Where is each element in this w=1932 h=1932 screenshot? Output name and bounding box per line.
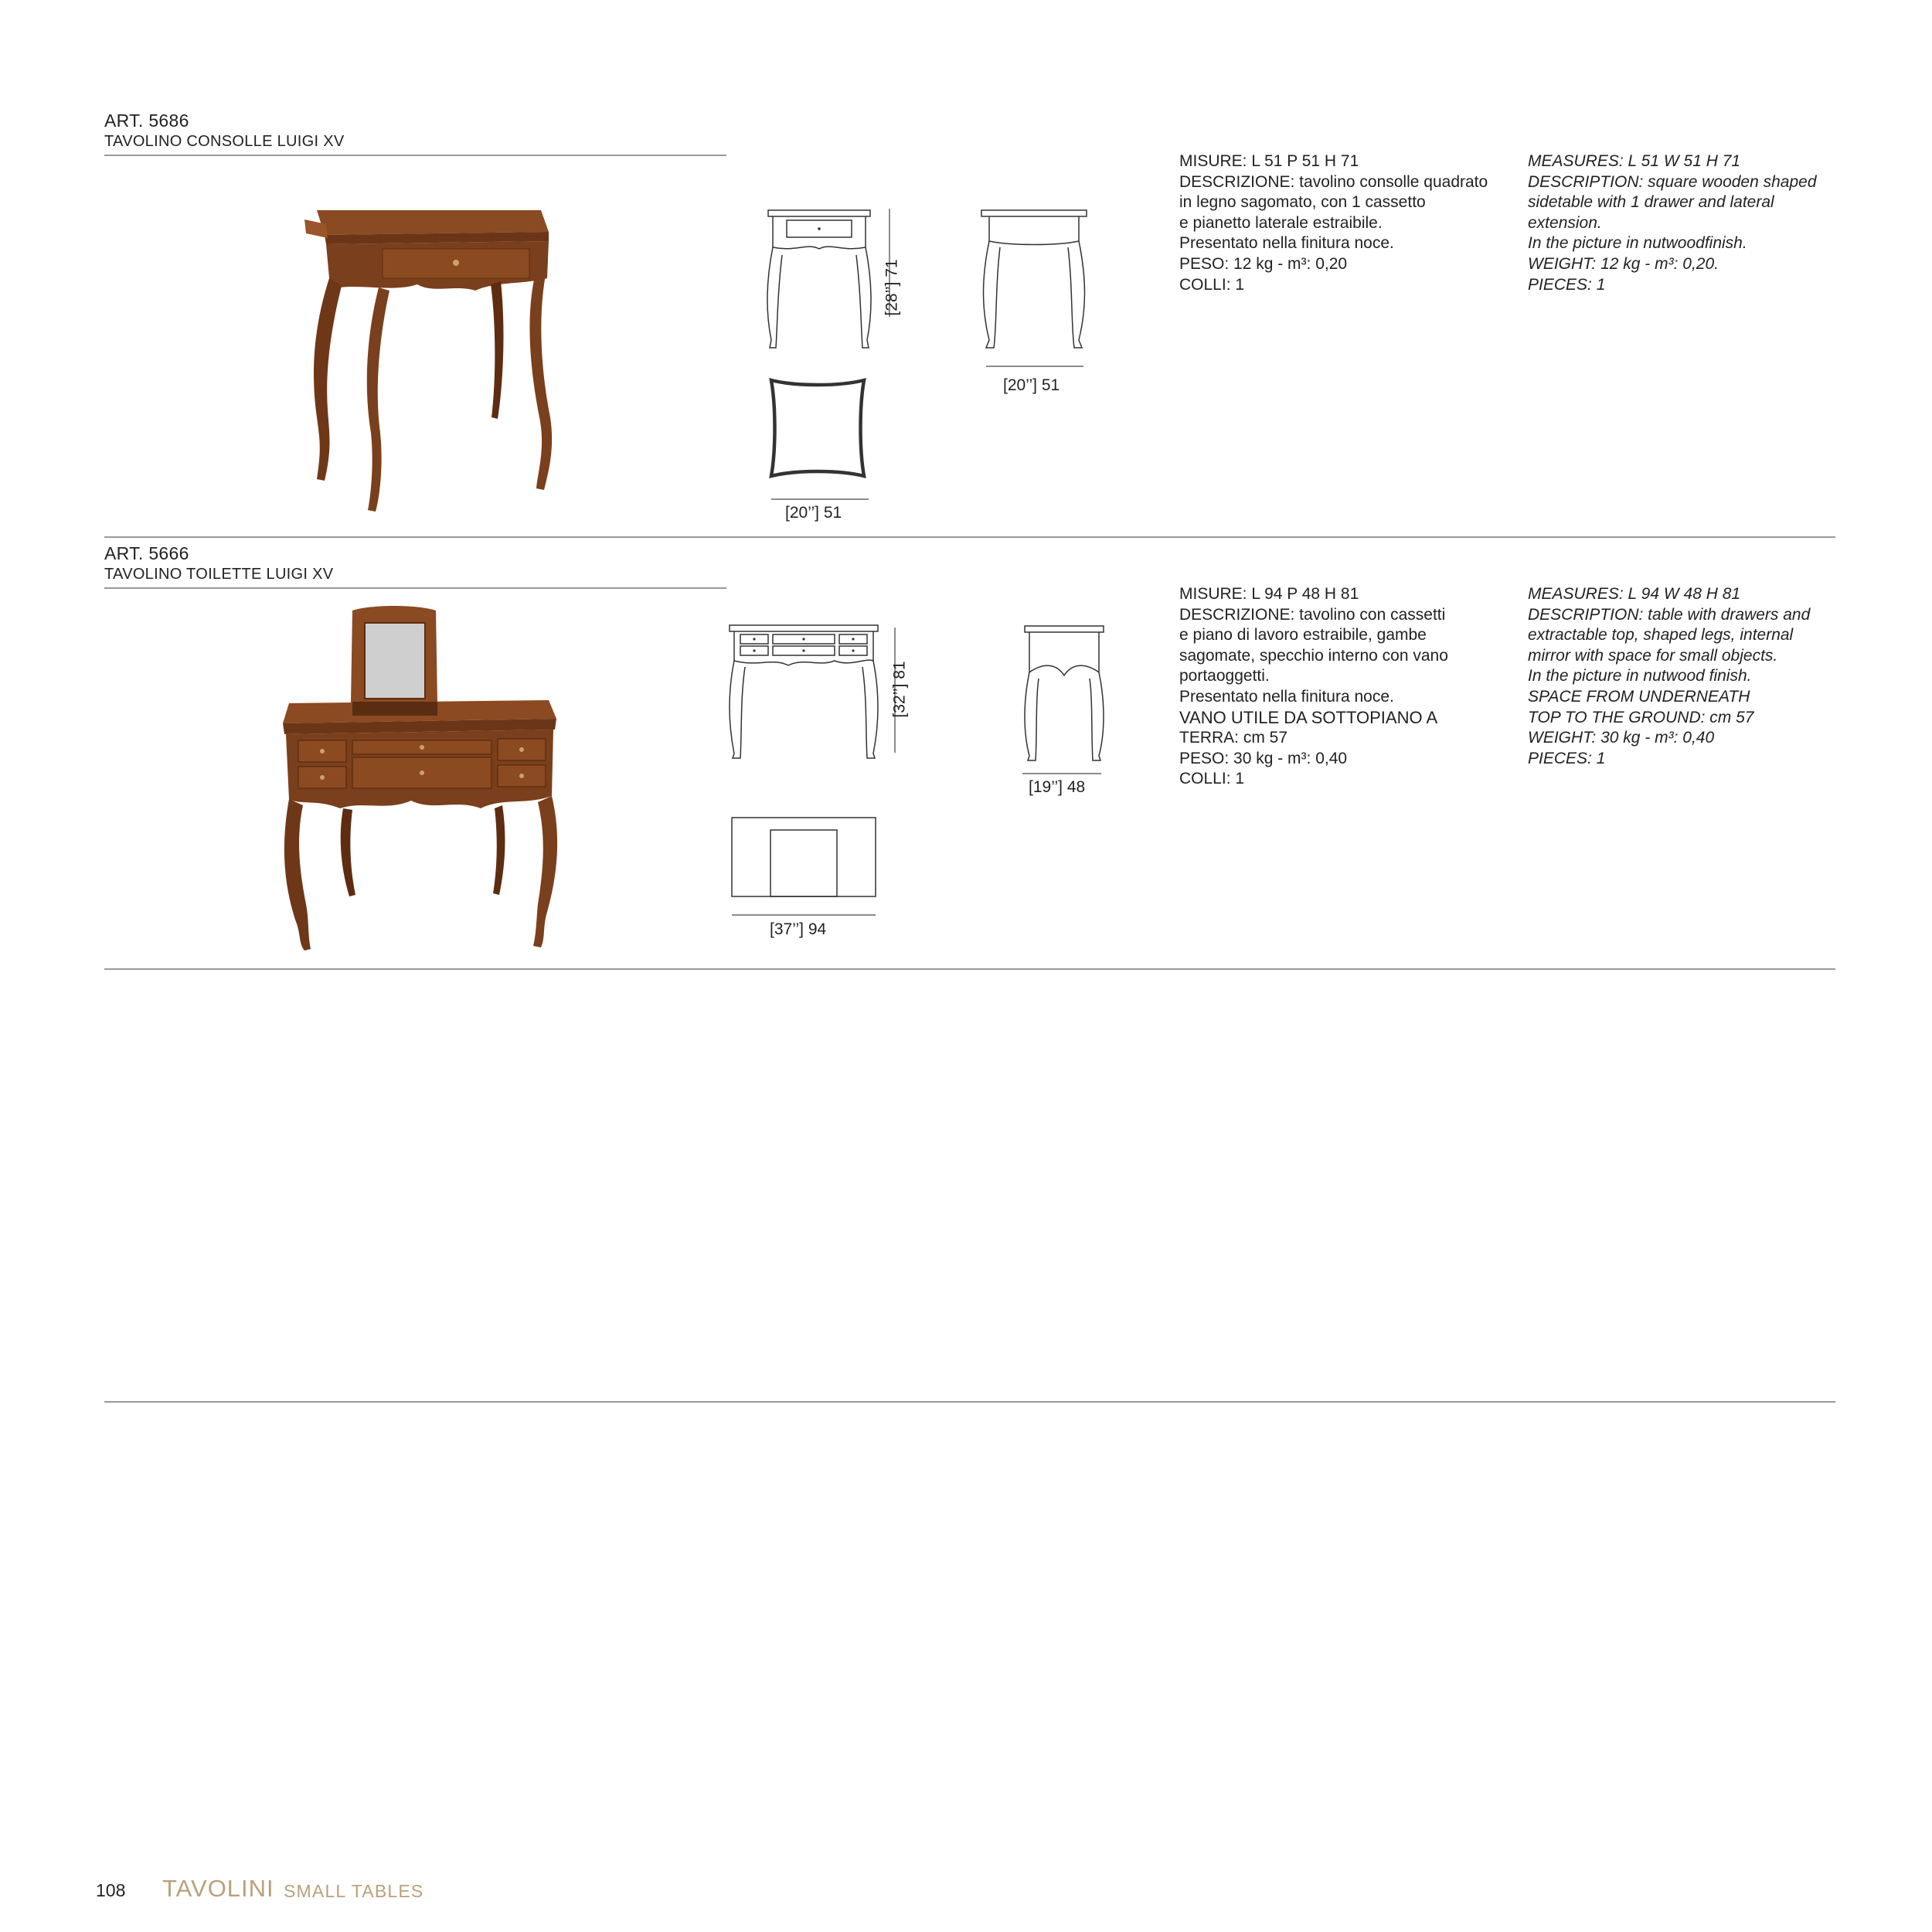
product-1-description-it (1179, 151, 1488, 295)
product-2-title-rule (104, 587, 726, 589)
product-1-front-drawing (765, 209, 873, 355)
product-2-en-line: mirror with space for small objects. (1528, 646, 1778, 665)
product-1-en-line: MEASURES: L 51 W 51 H 71 (1528, 152, 1741, 170)
product-1-top-drawing (765, 376, 870, 481)
product-2-en-line: MEASURES: L 94 W 48 H 81 (1528, 585, 1741, 603)
product-2-it-line: TERRA: cm 57 (1179, 729, 1288, 747)
product-1-height-label: [28’’] 71 (883, 259, 901, 316)
product-2-it-line: sagomate, specchio interno con vano (1179, 646, 1448, 665)
product-1-en-line: WEIGHT: 12 kg - m³: 0,20. (1528, 254, 1719, 273)
product-2-name: TAVOLINO TOILETTE LUIGI XV (104, 566, 334, 583)
product-1-description-en (1528, 151, 1817, 295)
product-1-it-line: PESO: 12 kg - m³: 0,20 (1179, 254, 1348, 273)
product-2-it-line: Presentato nella finitura noce. (1179, 687, 1394, 706)
product-2-it-line: PESO: 30 kg - m³: 0,40 (1179, 749, 1348, 767)
product-2-it-line: DESCRIZIONE: tavolino con cassetti (1179, 605, 1446, 624)
product-2-en-line: SPACE FROM UNDERNEATH (1528, 687, 1750, 706)
product-1-it-line: MISURE: L 51 P 51 H 71 (1179, 152, 1359, 170)
product-1-it-line: DESCRIZIONE: tavolino consolle quadrato (1179, 172, 1488, 191)
product-2-it-line: MISURE: L 94 P 48 H 81 (1179, 585, 1359, 603)
product-2-front-drawing (726, 622, 881, 761)
product-1-art-number: ART. 5686 (104, 111, 189, 131)
product-1-side-dim-line (986, 366, 1083, 367)
footer-category: TAVOLINI (162, 1875, 274, 1902)
product-1-photo (294, 201, 556, 518)
section-divider-3 (104, 1401, 1835, 1403)
product-1-it-line: Presentato nella finitura noce. (1179, 234, 1394, 253)
product-2-it-line: e piano di lavoro estraibile, gambe (1179, 626, 1427, 645)
product-1-en-line: extension. (1528, 213, 1602, 232)
product-2-top-dim-line (732, 914, 876, 916)
product-1-en-line: In the picture in nutwoodfinish. (1528, 234, 1747, 253)
product-1-side-drawing (980, 209, 1088, 355)
product-2-top-drawing (730, 816, 877, 900)
product-1-it-line: in legno sagomato, con 1 cassetto (1179, 193, 1426, 212)
product-1-name: TAVOLINO CONSOLLE LUIGI XV (104, 133, 345, 150)
product-2-en-line: DESCRIPTION: table with drawers and (1528, 605, 1811, 624)
product-1-top-dim-line (771, 498, 869, 500)
page-number: 108 (96, 1880, 126, 1900)
product-2-photo (278, 603, 564, 958)
product-2-en-line: extractable top, shaped legs, internal (1528, 626, 1794, 645)
product-2-en-line: WEIGHT: 30 kg - m³: 0,40 (1528, 729, 1715, 747)
product-2-en-line: In the picture in nutwood finish. (1528, 667, 1752, 685)
product-2-art-number: ART. 5666 (104, 543, 189, 563)
product-1-top-width-label: [20’’] 51 (785, 504, 842, 522)
product-2-en-line: TOP TO THE GROUND: cm 57 (1528, 708, 1754, 726)
product-1-title-rule (104, 155, 726, 156)
product-2-side-dim-line (1022, 773, 1101, 774)
product-2-en-line: PIECES: 1 (1528, 749, 1606, 767)
section-divider-1 (104, 536, 1835, 538)
section-divider-2 (104, 968, 1835, 970)
product-2-side-width-label: [19’’] 48 (1029, 778, 1086, 796)
product-2-side-drawing (1022, 624, 1107, 764)
footer-category-en: SMALL TABLES (284, 1881, 424, 1901)
product-2-it-line: VANO UTILE DA SOTTOPIANO A (1179, 707, 1438, 727)
product-1-side-width-label: [20’’] 51 (1003, 376, 1060, 394)
product-2-height-label: [32’’] 81 (890, 661, 909, 718)
product-2-description-it (1179, 584, 1448, 790)
product-2-top-width-label: [37’’] 94 (770, 920, 827, 938)
product-2-it-line: COLLI: 1 (1179, 770, 1245, 788)
product-1-en-line: DESCRIPTION: square wooden shaped (1528, 172, 1817, 191)
product-2-description-en (1528, 584, 1810, 769)
product-2-it-line: portaoggetti. (1179, 667, 1270, 685)
product-1-it-line: e pianetto laterale estraibile. (1179, 213, 1383, 232)
product-1-it-line: COLLI: 1 (1179, 275, 1245, 294)
product-1-en-line: PIECES: 1 (1528, 275, 1606, 294)
product-1-en-line: sidetable with 1 drawer and lateral (1528, 193, 1774, 212)
